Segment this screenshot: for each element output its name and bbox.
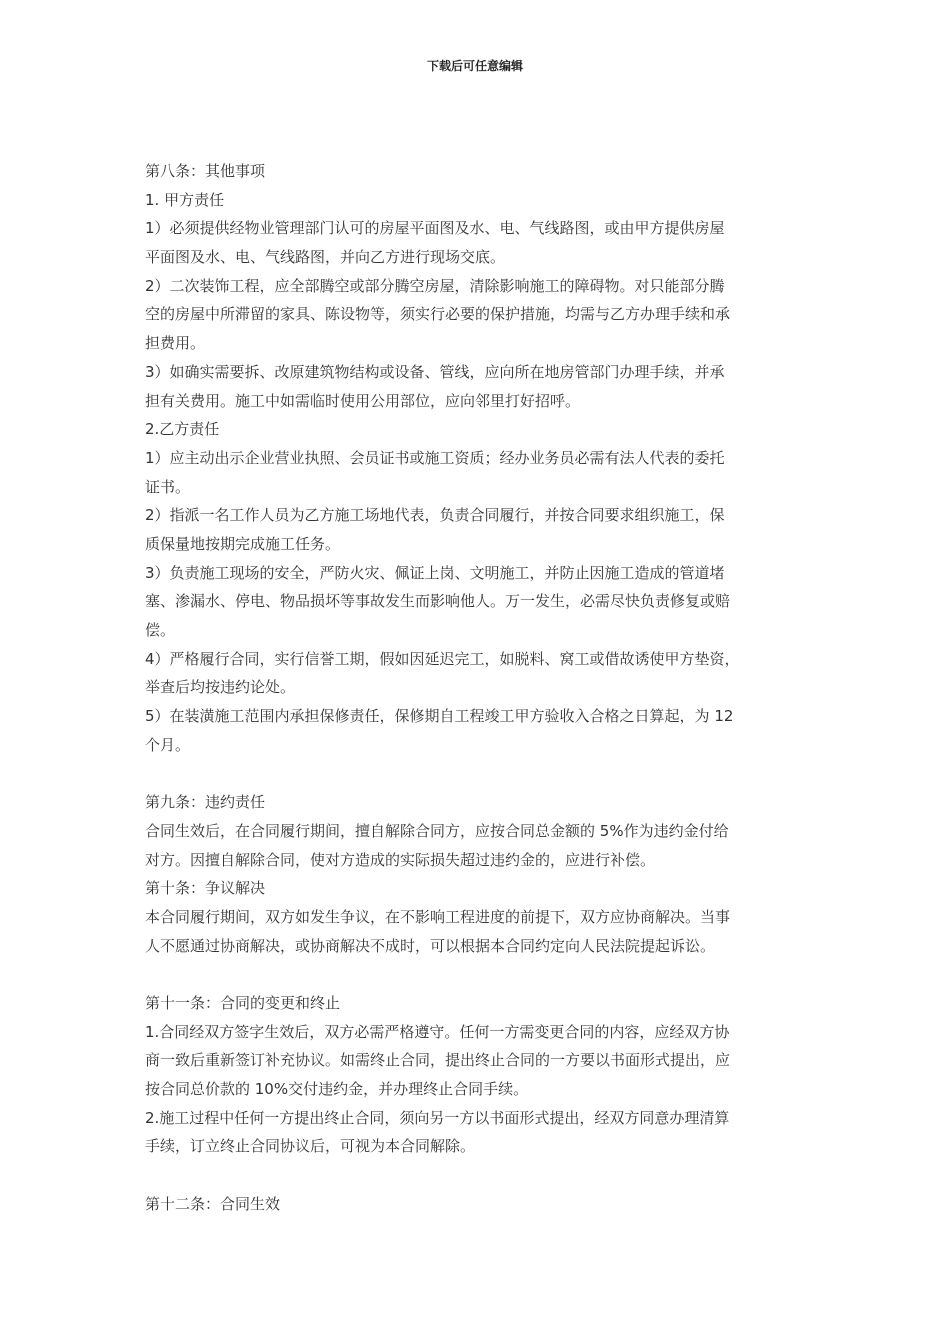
text-line: 证书。 xyxy=(145,477,191,496)
text-line: 第十一条：合同的变更和终止 xyxy=(145,993,341,1012)
text-line: 合同生效后，在合同履行期间，擅自解除合同方，应按合同总金额的 5%作为违约金付给 xyxy=(145,821,729,840)
text-line: 担有关费用。施工中如需临时使用公用部位，应向邻里打好招呼。 xyxy=(145,391,581,410)
text-line: 第十条：争议解决 xyxy=(145,879,266,898)
text-line: 第十二条：合同生效 xyxy=(145,1194,281,1213)
text-line: 人不愿通过协商解决，或协商解决不成时，可以根据本合同约定向人民法院提起诉讼。 xyxy=(145,936,716,955)
text-line: 3）如确实需要拆、改原建筑物结构或设备、管线，应向所在地房管部门办理手续，并承 xyxy=(145,362,725,381)
text-line: 手续，订立终止合同协议后，可视为本合同解除。 xyxy=(145,1137,476,1156)
text-line: 1）必须提供经物业管理部门认可的房屋平面图及水、电、气线路图，或由甲方提供房屋 xyxy=(145,219,725,238)
text-line: 空的房屋中所滞留的家具、陈设物等，须实行必要的保护措施，均需与乙方办理手续和承 xyxy=(145,305,731,324)
text-line: 2.乙方责任 xyxy=(145,420,220,439)
paragraph-spacer xyxy=(145,759,810,788)
text-line: 按合同总价款的 10%交付违约金，并办理终止合同手续。 xyxy=(145,1080,529,1098)
text-line: 塞、渗漏水、停电、物品损坏等事故发生而影响他人。万一发生，必需尽快负责修复或赔 xyxy=(145,592,731,611)
text-line: 对方。因擅自解除合同，使对方造成的实际损失超过违约金的，应进行补偿。 xyxy=(145,850,656,869)
text-line: 第九条：违约责任 xyxy=(145,793,266,812)
text-line: 2）二次装饰工程，应全部腾空或部分腾空房屋，清除影响施工的障碍物。对只能部分腾 xyxy=(145,276,725,295)
page-header: 下载后可任意编辑 xyxy=(426,59,523,73)
text-line: 质保量地按期完成施工任务。 xyxy=(145,534,341,553)
text-line: 1. 甲方责任 xyxy=(145,190,225,209)
text-line: 2）指派一名工作人员为乙方施工场地代表，负责合同履行，并按合同要求组织施工，保 xyxy=(145,506,725,525)
text-line: 偿。 xyxy=(145,621,176,639)
text-line: 4）严格履行合同，实行信誉工期，假如因延迟完工，如脱料、窝工或借故诱使甲方垫资， xyxy=(145,649,740,668)
paragraph-spacer xyxy=(145,960,810,989)
text-line: 个月。 xyxy=(145,735,191,754)
text-line: 本合同履行期间，双方如发生争议，在不影响工程进度的前提下，双方应协商解决。当事 xyxy=(145,907,731,926)
text-line: 3）负责施工现场的安全，严防火灾、佩证上岗、文明施工，并防止因施工造成的管道堵 xyxy=(145,563,725,582)
text-line: 平面图及水、电、气线路图，并向乙方进行现场交底。 xyxy=(145,248,506,267)
text-line: 担费用。 xyxy=(145,334,206,353)
text-line: 举查后均按违约论处。 xyxy=(145,678,296,697)
text-line: 1）应主动出示企业营业执照、会员证书或施工资质；经办业务员必需有法人代表的委托 xyxy=(145,448,725,467)
document-body xyxy=(145,157,810,1218)
paragraph-spacer xyxy=(145,1161,810,1190)
text-line: 2.施工过程中任何一方提出终止合同，须向另一方以书面形式提出，经双方同意办理清算 xyxy=(145,1108,730,1127)
text-line: 第八条：其他事项 xyxy=(145,162,266,180)
text-line: 商一致后重新签订补充协议。如需终止合同，提出终止合同的一方要以书面形式提出，应 xyxy=(145,1051,731,1070)
text-line: 5）在装潢施工范围内承担保修责任，保修期自工程竣工甲方验收入合格之日算起，为 12 xyxy=(145,707,734,726)
text-line: 1.合同经双方签字生效后，双方必需严格遵守。任何一方需变更合同的内容，应经双方协 xyxy=(145,1022,730,1041)
